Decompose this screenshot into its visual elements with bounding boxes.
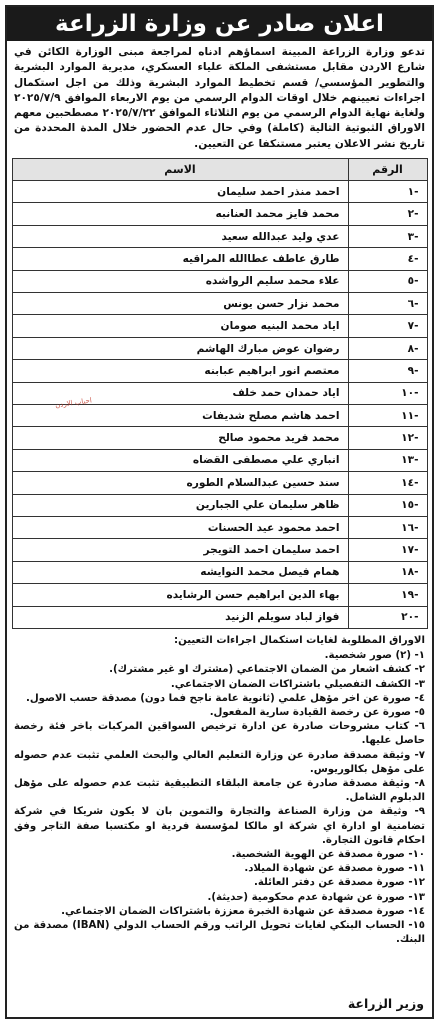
document-item: ١- (٢) صور شخصية.: [324, 650, 425, 662]
intro-paragraph: تدعو وزارة الزراعة المبينة اسماؤهم ادناه لمراجعة مبنى الوزارة الكائن في شارع الاردن مقابل مستشفى الملكة علياء العسكري، مديرية الموارد البشرية والتطوير المؤسسي/ قسم تخطيط الموارد البشرية وذلك من اجل استكمال اجراءات تعيينهم خلال اوقات الدوام الرسمي من يوم الاربعاء الموافق ٢٠٢٥/٧/٩ ولغاية نهاية الدوام الرسمي من يوم الثلاثاء الموافق ٢٠٢٥/٧/٢٢ مصطحبين معهم الاوراق الثبوتية التالية (كاملة) وفي حال عدم الحضور خلال المدة المحددة من تاريخ نشر الاعلان يعتبر مستنكفا عن التعيين.: [14, 46, 425, 150]
table-header-row: [12, 159, 427, 181]
row-name: اياد حمدان حمد خلف: [12, 382, 348, 404]
row-name: بهاء الدين ابراهيم حسن الرشايده: [12, 584, 348, 606]
row-name: اياد محمد البنيه صومان: [12, 315, 348, 337]
row-name: رضوان عوض مبارك الهاشم: [12, 337, 348, 359]
row-number: -٨: [348, 337, 427, 359]
document-item: ١١- صورة مصدقة عن شهادة الميلاد.: [244, 863, 425, 875]
row-number: -١٩: [348, 584, 427, 606]
row-name: علاء محمد سليم الرواشده: [12, 270, 348, 292]
table-row: [12, 293, 427, 315]
header-number: الرقم: [348, 159, 427, 181]
row-name: معتصم انور ابراهيم عبابنه: [12, 360, 348, 382]
table-row: [12, 337, 427, 359]
table-row: [12, 539, 427, 561]
candidates-table: [12, 158, 428, 629]
row-number: -١٦: [348, 516, 427, 538]
table-row: [12, 248, 427, 270]
row-number: -١٥: [348, 494, 427, 516]
row-name: محمد فريد محمود صالح: [12, 427, 348, 449]
required-documents: [7, 629, 432, 947]
row-name: ظاهر سليمان علي الجبارين: [12, 494, 348, 516]
row-number: -١٢: [348, 427, 427, 449]
row-name: احمد محمود عيد الحسنات: [12, 516, 348, 538]
row-number: -١٤: [348, 472, 427, 494]
row-name: فواز لباد سويلم الزنيد: [12, 606, 348, 628]
watermark-text: احباب الاردن: [54, 396, 93, 410]
row-name: سند حسين عبدالسلام الطوره: [12, 472, 348, 494]
row-name: احمد منذر احمد سليمان: [12, 181, 348, 203]
document-item: ٢- كشف اشعار من الضمان الاجتماعي (مشترك او غير مشترك).: [109, 664, 425, 676]
document-item: ١٤- صورة مصدقة عن شهادة الخبرة معززة باشتراكات الضمان الاجتماعي.: [61, 905, 425, 917]
row-name: عدي وليد عبدالله سعيد: [12, 225, 348, 247]
document-item: ١٢- صورة مصدقة عن دفتر العائلة.: [253, 877, 425, 889]
row-number: -٣: [348, 225, 427, 247]
row-name: احمد هاشم مصلح شديفات: [12, 404, 348, 426]
table-row: [12, 315, 427, 337]
row-number: -٢: [348, 203, 427, 225]
row-number: -١١: [348, 404, 427, 426]
row-name: طارق عاطف عطاالله المراقيه: [12, 248, 348, 270]
table-row: [12, 516, 427, 538]
row-number: -٦: [348, 293, 427, 315]
header-name: الاسم: [12, 159, 348, 181]
row-number: -٢٠: [348, 606, 427, 628]
document-item: ٦- كتاب مشروحات صادرة عن ادارة ترخيص السواقين المركبات باخر فئة رخصة حاصل عليها.: [14, 721, 425, 747]
document-item: ٣- الكشف التفصيلي باشتراكات الضمان الاجتماعي.: [170, 678, 425, 690]
document-item: ١٥- الحساب البنكي لغايات تحويل الراتب ورقم الحساب الدولي (IBAN) مصدقة من البنك.: [14, 919, 425, 946]
document-item: ٧- وثيقة مصدقة صادرة عن وزارة التعليم العالي والبحث العلمي تثبت عدم حصوله على مؤهل بكالوريوس.: [14, 749, 425, 775]
table-row: [12, 270, 427, 292]
table-row: [12, 225, 427, 247]
row-number: -١٠: [348, 382, 427, 404]
document-item: ٤- صورة عن اخر مؤهل علمي (ثانوية عامة ناجح فما دون) مصدقة حسب الاصول.: [25, 692, 425, 704]
row-number: -١: [348, 181, 427, 203]
documents-list: [14, 649, 425, 947]
document-item: ٥- صورة عن رخصة القيادة سارية المفعول.: [209, 706, 425, 718]
row-number: -١٧: [348, 539, 427, 561]
row-number: -٧: [348, 315, 427, 337]
table-row: [12, 181, 427, 203]
announcement-page: [5, 5, 434, 1019]
table-row: [12, 360, 427, 382]
table-row: [12, 584, 427, 606]
table-row: [12, 472, 427, 494]
document-item: ٩- وثيقة من وزارة الصناعة والتجارة والتموين بان لا يكون شريكا في شركة تضامنية او ادارة اي شركة او مالكا لمؤسسة فردية او مكتسبا صفة التاجر وفق احكام قانون التجارة.: [14, 806, 425, 846]
table-row: [12, 561, 427, 583]
table-row: [12, 203, 427, 225]
table-row: [12, 494, 427, 516]
row-name: انباري علي مصطفى القضاه: [12, 449, 348, 471]
row-number: -١٣: [348, 449, 427, 471]
table-row: [12, 606, 427, 628]
document-item: ٨- وثيقة مصدقة صادرة عن جامعة البلقاء التطبيقية تثبت عدم حصوله على مؤهل الدبلوم الشامل.: [14, 777, 425, 804]
row-name: احمد سليمان احمد التويجر: [12, 539, 348, 561]
row-name: همام فيصل محمد النوايشه: [12, 561, 348, 583]
documents-heading: الاوراق المطلوبة لغايات استكمال اجراءات التعيين:: [174, 634, 425, 646]
row-name: محمد نزار حسن يونس: [12, 293, 348, 315]
row-name: محمد فايز محمد العنانبه: [12, 203, 348, 225]
row-number: -٩: [348, 360, 427, 382]
signature-minister: وزير الزراعة: [347, 996, 424, 1011]
table-row: [12, 449, 427, 471]
document-item: ١٣- صورة عن شهادة عدم محكومية (حديثة).: [207, 891, 425, 903]
announcement-title: اعلان صادر عن وزارة الزراعة: [7, 7, 432, 41]
row-number: -٥: [348, 270, 427, 292]
row-number: -١٨: [348, 561, 427, 583]
table-row: [12, 404, 427, 426]
table-row: [12, 427, 427, 449]
document-item: ١٠- صورة مصدقة عن الهوية الشخصية.: [231, 848, 425, 860]
row-number: -٤: [348, 248, 427, 270]
